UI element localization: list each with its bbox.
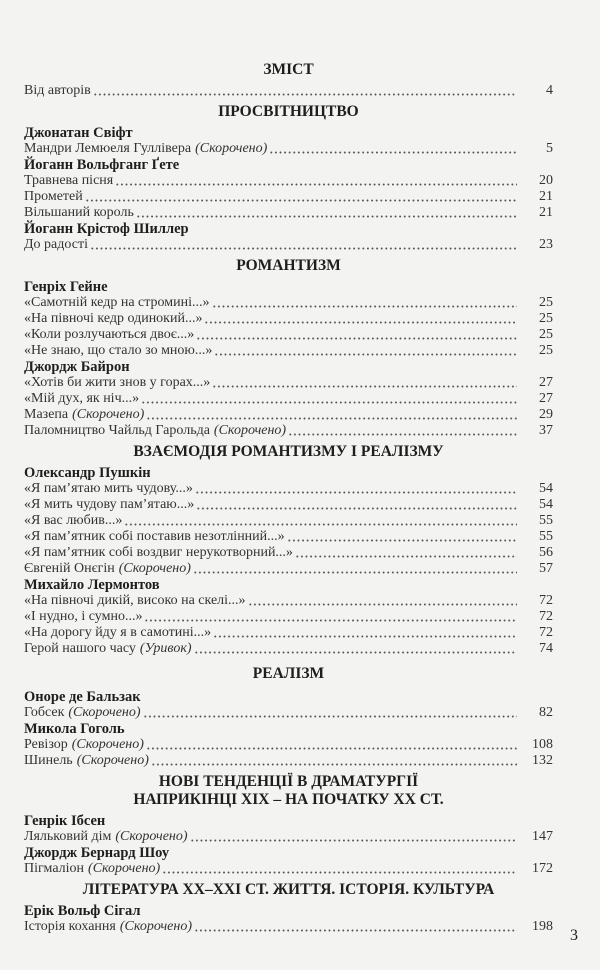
- toc-entry[interactable]: [24, 295, 553, 311]
- entry-page-number: 132: [532, 753, 553, 768]
- entry-title: Мазепа: [24, 407, 69, 422]
- entry-page-number: 72: [539, 625, 553, 640]
- entry-title: Прометей: [24, 189, 83, 204]
- entry-title: Шинель: [24, 753, 73, 768]
- dot-leader: [115, 176, 517, 186]
- dot-leader: [295, 548, 517, 558]
- author-name: Йоганн Вольфганг Ґете: [24, 157, 180, 173]
- entry-page-number: 55: [539, 529, 553, 544]
- dot-leader: [146, 410, 517, 420]
- toc-entry[interactable]: [24, 545, 553, 561]
- dot-leader: [136, 208, 517, 218]
- dot-leader: [193, 564, 517, 574]
- toc-entry[interactable]: [24, 497, 553, 513]
- author-name: Михайло Лермонтов: [24, 577, 160, 593]
- toc-section: [24, 439, 553, 657]
- entry-page-number: 25: [539, 295, 553, 310]
- table-of-contents: [24, 61, 553, 935]
- toc-section: [24, 769, 553, 877]
- toc-entry[interactable]: [24, 83, 553, 99]
- page-title: ЗМІСТ: [263, 61, 314, 78]
- entry-page-number: 5: [546, 141, 553, 156]
- section-heading-line: НОВІ ТЕНДЕНЦІЇ В ДРАМАТУРГІЇ: [158, 773, 419, 790]
- entry-page-number: 72: [539, 593, 553, 608]
- entry-title: Пігмаліон: [24, 861, 85, 876]
- dot-leader: [195, 484, 517, 494]
- toc-section: [24, 253, 553, 439]
- entry-page-number: 147: [532, 829, 553, 844]
- section-heading: [24, 657, 553, 689]
- section-heading-line: РОМАНТИЗМ: [236, 257, 341, 274]
- dot-leader: [204, 314, 517, 324]
- section-heading-line: НАПРИКІНЦІ XIX – НА ПОЧАТКУ XX СТ.: [133, 791, 444, 808]
- entry-note: (Скорочено): [119, 919, 192, 934]
- entry-page-number: 21: [539, 205, 553, 220]
- author-name: Микола Гоголь: [24, 721, 125, 737]
- entry-title: Гобсек: [24, 705, 65, 720]
- entry-page-number: 21: [539, 189, 553, 204]
- section-heading: [24, 769, 553, 813]
- author-name: Джонатан Свіфт: [24, 125, 133, 141]
- entry-title: «Не знаю, що стало зо мною...»: [24, 343, 213, 358]
- toc-section: [24, 99, 553, 253]
- section-heading-line: ПРОСВІТНИЦТВО: [218, 103, 359, 120]
- toc-entry[interactable]: [24, 375, 553, 391]
- dot-leader: [212, 298, 518, 308]
- toc-entry[interactable]: [24, 513, 553, 529]
- entry-title: «Самотній кедр на стромині...»: [24, 295, 210, 310]
- entry-title: Євгеній Онєгін: [24, 561, 115, 576]
- entry-page-number: 20: [539, 173, 553, 188]
- entry-page-number: 56: [539, 545, 553, 560]
- entry-title: «Я пам’ятаю мить чудову...»: [24, 481, 193, 496]
- toc-entry[interactable]: [24, 593, 553, 609]
- toc-entry[interactable]: [24, 407, 553, 423]
- toc-entry[interactable]: [24, 861, 553, 877]
- entry-page-number: 54: [539, 497, 553, 512]
- section-heading-line: ВЗАЄМОДІЯ РОМАНТИЗМУ І РЕАЛІЗМУ: [133, 443, 444, 460]
- toc-entry[interactable]: [24, 561, 553, 577]
- entry-title: «На півночі кедр одинокий...»: [24, 311, 203, 326]
- author-name: Джордж Бернард Шоу: [24, 845, 170, 861]
- entry-page-number: 27: [539, 391, 553, 406]
- entry-note: (Скорочено): [88, 861, 161, 876]
- dot-leader: [143, 708, 517, 718]
- entry-note: (Уривок): [139, 641, 192, 656]
- entry-title: Мандри Лемюеля Гуллівера: [24, 141, 192, 156]
- dot-leader: [194, 644, 517, 654]
- entry-title: «На дорогу йду я в самотині...»: [24, 625, 212, 640]
- entry-page-number: 82: [539, 705, 553, 720]
- entry-page-number: 57: [539, 561, 553, 576]
- entry-note: (Скорочено): [76, 753, 149, 768]
- entry-page-number: 4: [546, 83, 553, 98]
- entry-page-number: 108: [532, 737, 553, 752]
- author-name: Йоганн Крістоф Шиллер: [24, 221, 189, 237]
- toc-section: [24, 657, 553, 769]
- entry-title: «Коли розлучаються двоє...»: [24, 327, 195, 342]
- author-name: Генрік Ібсен: [24, 813, 106, 829]
- entry-title: «І нудно, і сумно...»: [24, 609, 143, 624]
- entry-page-number: 198: [532, 919, 553, 934]
- dot-leader: [194, 922, 517, 932]
- dot-leader: [212, 378, 517, 388]
- toc-entry[interactable]: [24, 423, 553, 439]
- entry-title: «Я мить чудову пам’ятаю...»: [24, 497, 195, 512]
- entry-note: (Скорочено): [72, 407, 145, 422]
- dot-leader: [288, 426, 517, 436]
- toc-entry[interactable]: [24, 641, 553, 657]
- section-heading-line: ЛІТЕРАТУРА XX–XXI СТ. ЖИТТЯ. ІСТОРІЯ. КУЛЬТУРА: [82, 881, 495, 898]
- dot-leader: [196, 500, 517, 510]
- dot-leader: [248, 596, 517, 606]
- entry-note: (Скорочено): [68, 705, 141, 720]
- toc-section: [24, 83, 553, 99]
- toc-entry[interactable]: [24, 737, 553, 753]
- dot-leader: [214, 346, 517, 356]
- entry-page-number: 72: [539, 609, 553, 624]
- section-heading: [24, 99, 553, 125]
- entry-page-number: 27: [539, 375, 553, 390]
- entry-title: Історія кохання: [24, 919, 116, 934]
- entry-page-number: 55: [539, 513, 553, 528]
- toc-entry[interactable]: [24, 237, 553, 253]
- dot-leader: [141, 394, 517, 404]
- dot-leader: [146, 740, 517, 750]
- entry-title: Від авторів: [24, 83, 91, 98]
- entry-title: «Я пам’ятник собі поставив незотлінний...»: [24, 529, 285, 544]
- entry-page-number: 25: [539, 311, 553, 326]
- dot-leader: [90, 240, 517, 250]
- dot-leader: [190, 832, 517, 842]
- author-name: Ерік Вольф Сігал: [24, 903, 141, 919]
- toc-entry[interactable]: [24, 327, 553, 343]
- section-heading: [24, 253, 553, 279]
- entry-page-number: 25: [539, 343, 553, 358]
- section-heading-line: РЕАЛІЗМ: [252, 665, 325, 682]
- dot-leader: [162, 864, 517, 874]
- toc-entry[interactable]: [24, 189, 553, 205]
- dot-leader: [196, 330, 517, 340]
- dot-leader: [213, 628, 517, 638]
- entry-title: «Мій дух, як ніч...»: [24, 391, 140, 406]
- dot-leader: [151, 756, 517, 766]
- entry-title: До радості: [24, 237, 88, 252]
- toc-entry[interactable]: [24, 481, 553, 497]
- entry-note: (Скорочено): [115, 829, 188, 844]
- dot-leader: [124, 516, 517, 526]
- toc-entry[interactable]: [24, 705, 553, 721]
- dot-leader: [144, 612, 517, 622]
- entry-note: (Скорочено): [213, 423, 287, 438]
- dot-leader: [269, 144, 517, 154]
- entry-page-number: 23: [539, 237, 553, 252]
- entry-title: «Хотів би жити знов у горах...»: [24, 375, 211, 390]
- entry-page-number: 54: [539, 481, 553, 496]
- entry-title: «Я вас любив...»: [24, 513, 123, 528]
- toc-entry[interactable]: [24, 529, 553, 545]
- entry-page-number: 172: [532, 861, 553, 876]
- dot-leader: [85, 192, 517, 202]
- entry-title: «Я пам’ятник собі воздвиг нерукотворний...»: [24, 545, 293, 560]
- entry-page-number: 74: [539, 641, 553, 656]
- dot-leader: [287, 532, 517, 542]
- author-name: Олександр Пушкін: [24, 465, 151, 481]
- toc-entry[interactable]: [24, 391, 553, 407]
- entry-title: Паломництво Чайльд Гарольда: [24, 423, 210, 438]
- dot-leader: [93, 86, 517, 96]
- toc-entry[interactable]: [24, 829, 553, 845]
- entry-title: Ляльковий дім: [24, 829, 112, 844]
- toc-entry[interactable]: [24, 205, 553, 221]
- toc-entry[interactable]: [24, 625, 553, 641]
- entry-page-number: 29: [539, 407, 553, 422]
- entry-title: Травнева пісня: [24, 173, 114, 188]
- section-heading: [24, 439, 553, 465]
- toc-entry[interactable]: [24, 343, 553, 359]
- entry-title: «На півночі дикій, високо на скелі...»: [24, 593, 246, 608]
- entry-page-number: 37: [539, 423, 553, 438]
- toc-entry[interactable]: [24, 919, 553, 935]
- author-name: Оноре де Бальзак: [24, 689, 141, 705]
- entry-page-number: 25: [539, 327, 553, 342]
- toc-entry[interactable]: [24, 311, 553, 327]
- entry-title: Вільшаний король: [24, 205, 134, 220]
- page-number: 3: [570, 927, 578, 944]
- entry-note: (Скорочено): [195, 141, 268, 156]
- entry-note: (Скорочено): [71, 737, 144, 752]
- toc-entry[interactable]: [24, 173, 553, 189]
- toc-entry[interactable]: [24, 609, 553, 625]
- toc-entry[interactable]: [24, 141, 553, 157]
- entry-note: (Скорочено): [118, 561, 191, 576]
- author-name: Джордж Байрон: [24, 359, 130, 375]
- author-name: Генріх Гейне: [24, 279, 108, 295]
- toc-section: [24, 877, 553, 935]
- section-heading: [24, 877, 553, 903]
- entry-title: Герой нашого часу: [24, 641, 136, 656]
- toc-entry[interactable]: [24, 753, 553, 769]
- entry-title: Ревізор: [24, 737, 68, 752]
